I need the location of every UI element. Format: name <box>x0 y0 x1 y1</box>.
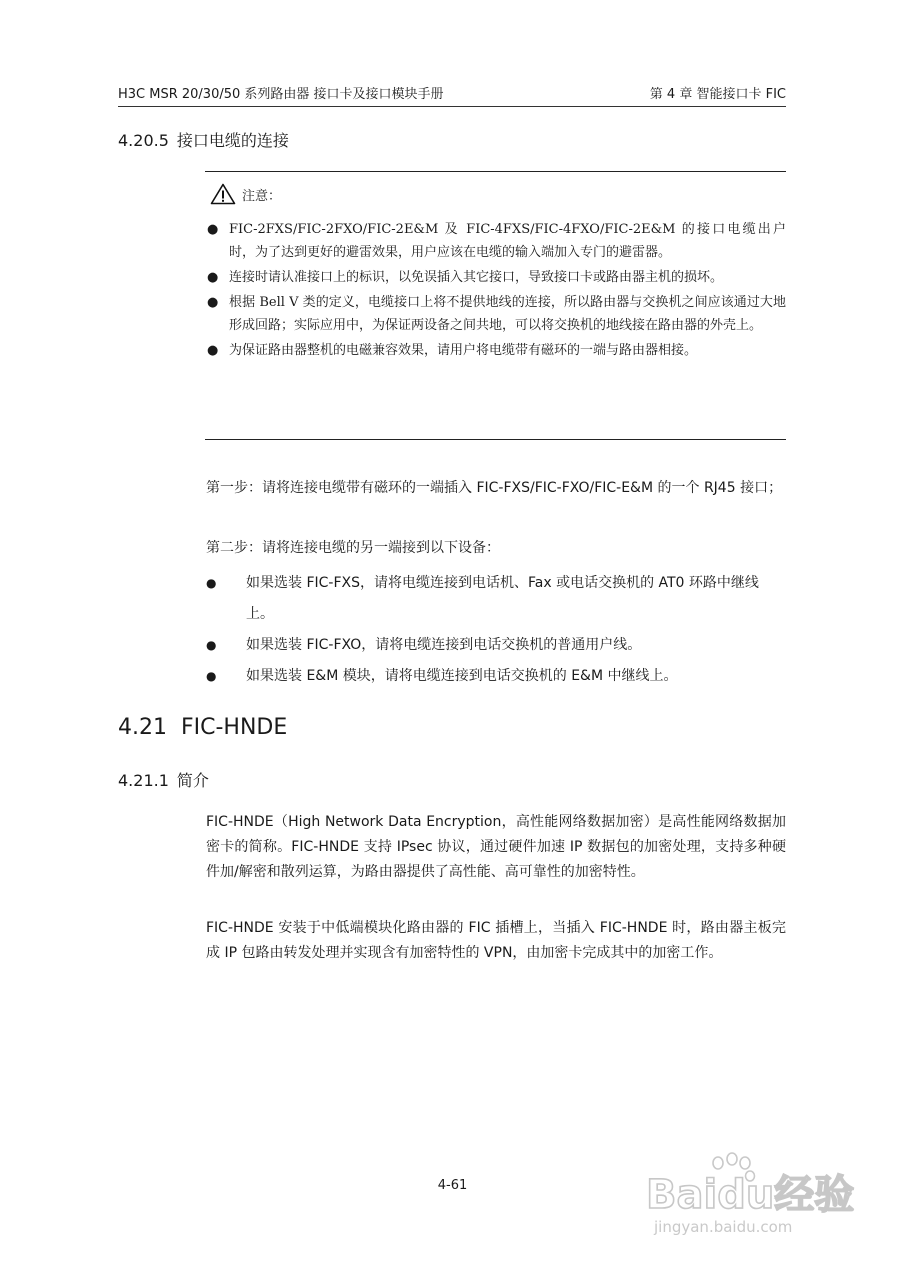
section-number: 4.21 <box>118 715 167 740</box>
bullet-dot: ● <box>207 222 219 237</box>
section-heading-4-21-1 <box>118 770 209 792</box>
page-number: 4-61 <box>437 1178 468 1193</box>
step-bullet <box>206 630 786 661</box>
watermark-brand: Baidu经验 <box>646 1172 855 1218</box>
step-one: 第一步：请将连接电缆带有磁环的一端插入 FIC-FXS/FIC-FXO/FIC-E&M 的一个 RJ45 接口； <box>206 480 783 496</box>
note-item <box>205 339 786 362</box>
section-title: FIC-HNDE <box>180 715 288 740</box>
intro-paragraph-2: FIC-HNDE 安装于中低端模块化路由器的 FIC 插槽上，当插入 FIC-HNDE 时，路由器主板完成 IP 包路由转发处理并实现含有加密特性的 VPN，由加密卡完成其中的加密工作。 <box>206 920 786 961</box>
note-top-rule <box>205 171 786 172</box>
note-item <box>205 266 786 289</box>
step-bullet <box>206 568 786 630</box>
note-item <box>205 291 786 337</box>
note-list <box>205 218 786 364</box>
note-item-text: 为保证路由器整机的电磁兼容效果，请用户将电缆带有磁环的一端与路由器相接。 <box>229 343 698 358</box>
step-bullet-text: 如果选装 FIC-FXS，请将电缆连接到电话机、Fax 或电话交换机的 AT0 环路中继线上。 <box>246 575 759 622</box>
section-title: 接口电缆的连接 <box>176 131 289 150</box>
running-header-right: 第 4 章 智能接口卡 FIC <box>649 87 786 102</box>
bullet-dot: ● <box>206 576 217 590</box>
watermark-url: jingyan.baidu.com <box>654 1218 793 1236</box>
step-bullet-text: 如果选装 E&M 模块，请将电缆连接到电话交换机的 E&M 中继线上。 <box>246 668 678 684</box>
bullet-dot: ● <box>206 669 217 683</box>
step-bullet-list <box>206 568 786 692</box>
section-heading-4-21 <box>118 713 287 743</box>
section-number: 4.21.1 <box>118 771 169 790</box>
bullet-dot: ● <box>206 638 217 652</box>
note-item <box>205 218 786 264</box>
header-rule <box>118 106 786 107</box>
bullet-dot: ● <box>207 270 219 285</box>
note-item-text: FIC-2FXS/FIC-2FXO/FIC-2E&M 及 FIC-4FXS/FIC-4FXO/FIC-2E&M 的接口电缆出户时，为了达到更好的避雷效果，用户应该在电缆的输入端加入专门的避雷器。 <box>229 222 786 260</box>
note-item-text: 连接时请认准接口上的标识，以免误插入其它接口，导致接口卡或路由器主机的损坏。 <box>229 270 724 285</box>
step-bullet <box>206 661 786 692</box>
note-item-text: 根据 Bell V 类的定义，电缆接口上将不提供地线的连接，所以路由器与交换机之间应该通过大地形成回路；实际应用中，为保证两设备之间共地，可以将交换机的地线接在路由器的外壳上。 <box>229 295 786 333</box>
bullet-dot: ● <box>207 295 219 310</box>
intro-paragraph-1: FIC-HNDE（High Network Data Encryption，高性能网络数据加密）是高性能网络数据加密卡的简称。FIC-HNDE 支持 IPsec 协议，通过硬件加速 IP 数据包的加密处理，支持多种硬件加/解密和散列运算，为路由器提供了高性能、高可靠性的加密特性。 <box>206 814 786 880</box>
section-heading-4-20-5 <box>118 130 289 152</box>
note-label: 注意： <box>242 189 282 204</box>
step-bullet-text: 如果选装 FIC-FXO，请将电缆连接到电话交换机的普通用户线。 <box>246 637 642 653</box>
bullet-dot: ● <box>207 343 219 358</box>
section-number: 4.20.5 <box>118 131 169 150</box>
baidu-jingyan-watermark <box>644 1150 864 1240</box>
note-header <box>210 183 281 208</box>
warning-icon <box>210 183 236 205</box>
section-title: 简介 <box>176 771 209 790</box>
step-two: 第二步：请将连接电缆的另一端接到以下设备： <box>206 540 500 556</box>
running-header-left: H3C MSR 20/30/50 系列路由器 接口卡及接口模块手册 <box>118 87 444 102</box>
note-bottom-rule <box>205 439 786 440</box>
